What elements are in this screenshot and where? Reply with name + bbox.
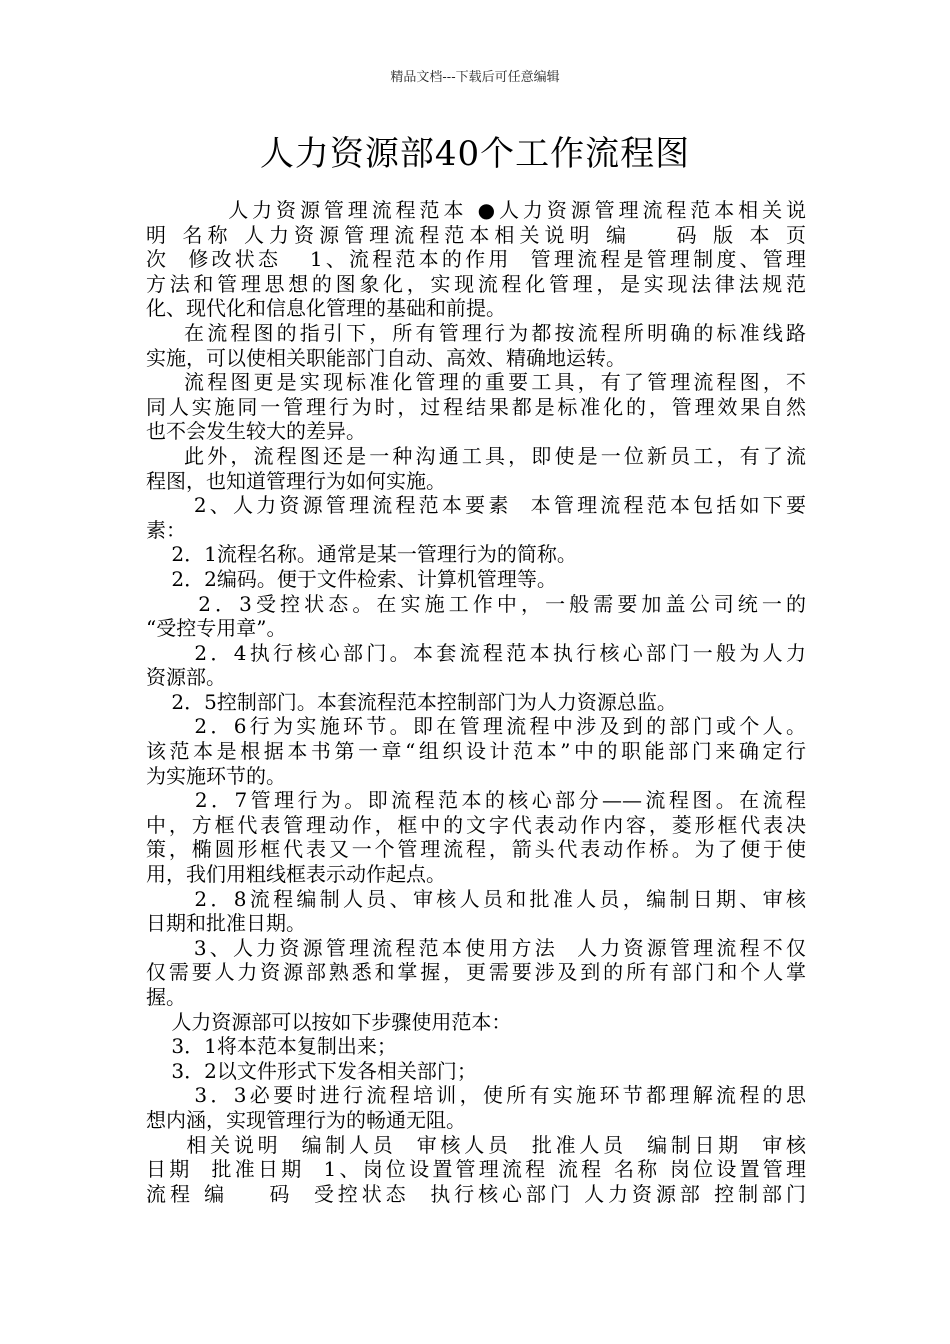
text-line: 该范本是根据本书第一章“组织设计范本”中的职能部门来确定行 [146, 739, 806, 764]
text-line: 为实施环节的。 [146, 763, 286, 788]
text-line: 流程图更是实现标准化管理的重要工具，有了管理流程图，不 [146, 370, 806, 395]
text-line: 握。 [146, 985, 186, 1009]
text-line: 化、现代化和信息化管理的基础和前提。 [146, 296, 506, 321]
body-text [146, 198, 806, 1206]
text-line: 2．2编码。便于文件检索、计算机管理等。 [146, 566, 557, 591]
text-line: 人力资源部可以按如下步骤使用范本： [146, 1009, 512, 1034]
text-line: 实施，可以使相关职能部门自动、高效、精确地运转。 [146, 345, 626, 370]
text-line: 也不会发生较大的差异。 [146, 419, 366, 444]
text-line: 3．1将本范本复制出来； [146, 1034, 397, 1059]
text-line: 2、人力资源管理流程范本要素 本管理流程范本包括如下要 [146, 493, 806, 518]
text-line: 程图，也知道管理行为如何实施。 [146, 468, 446, 493]
text-line: 人力资源管理流程范本 ●人力资源管理流程范本相关说 [146, 198, 806, 222]
text-line: 3、人力资源管理流程范本使用方法 人力资源管理流程不仅 [146, 935, 806, 960]
text-line: 2．7管理行为。即流程范本的核心部分——流程图。在流程 [146, 788, 806, 813]
text-line: 2．1流程名称。通常是某一管理行为的简称。 [146, 542, 577, 567]
document-title: 人力资源部40个工作流程图 [259, 134, 691, 174]
text-line: 想内涵，实现管理行为的畅通无阻。 [146, 1107, 466, 1132]
text-line: 2．6行为实施环节。即在管理流程中涉及到的部门或个人。 [146, 714, 806, 739]
text-line: 日期和批准日期。 [146, 911, 306, 936]
text-line: 相关说明 编制人员 审核人员 批准人员 编制日期 审核 [146, 1132, 806, 1157]
text-line: “受控专用章”。 [146, 616, 287, 641]
text-line: 此外，流程图还是一种沟通工具，即使是一位新员工，有了流 [146, 443, 806, 468]
text-line: 2．4执行核心部门。本套流程范本执行核心部门一般为人力 [146, 640, 806, 665]
text-line: 明 名称 人力资源管理流程范本相关说明 编 码 版 本 页 [146, 222, 806, 247]
text-line: 在流程图的指引下，所有管理行为都按流程所明确的标准线路 [146, 320, 806, 345]
text-line: 3．3必要时进行流程培训，使所有实施环节都理解流程的思 [146, 1083, 806, 1108]
text-line: 2．8流程编制人员、审核人员和批准人员，编制日期、审核 [146, 886, 806, 911]
text-line: 资源部。 [146, 665, 226, 690]
text-line: 仅需要人力资源部熟悉和掌握，更需要涉及到的所有部门和个人掌 [146, 960, 806, 985]
text-line: 中，方框代表管理动作，框中的文字代表动作内容，菱形框代表决 [146, 812, 806, 837]
text-line: 用，我们用粗线框表示动作起点。 [146, 862, 446, 887]
header-note: 精品文档---下载后可任意编辑 [390, 70, 560, 85]
text-line: 流程 编 码 受控状态 执行核心部门 人力资源部 控制部门 [146, 1181, 806, 1206]
text-line: 2．5控制部门。本套流程范本控制部门为人力资源总监。 [146, 689, 677, 714]
text-line: 同人实施同一管理行为时，过程结果都是标准化的，管理效果自然 [146, 394, 806, 419]
text-line: 策，椭圆形框代表又一个管理流程，箭头代表动作桥。为了便于使 [146, 837, 806, 862]
text-line: 3．2以文件形式下发各相关部门； [146, 1058, 477, 1083]
text-line: 方法和管理思想的图象化，实现流程化管理，是实现法律法规范 [146, 271, 806, 296]
text-line: 素： [146, 517, 186, 542]
text-line: 次 修改状态 1、流程范本的作用 管理流程是管理制度、管理 [146, 247, 806, 272]
text-line: 日期 批准日期 1、岗位设置管理流程 流程 名称 岗位设置管理 [146, 1157, 806, 1182]
text-line: 2．3受控状态。在实施工作中，一般需要加盖公司统一的 [146, 591, 806, 616]
